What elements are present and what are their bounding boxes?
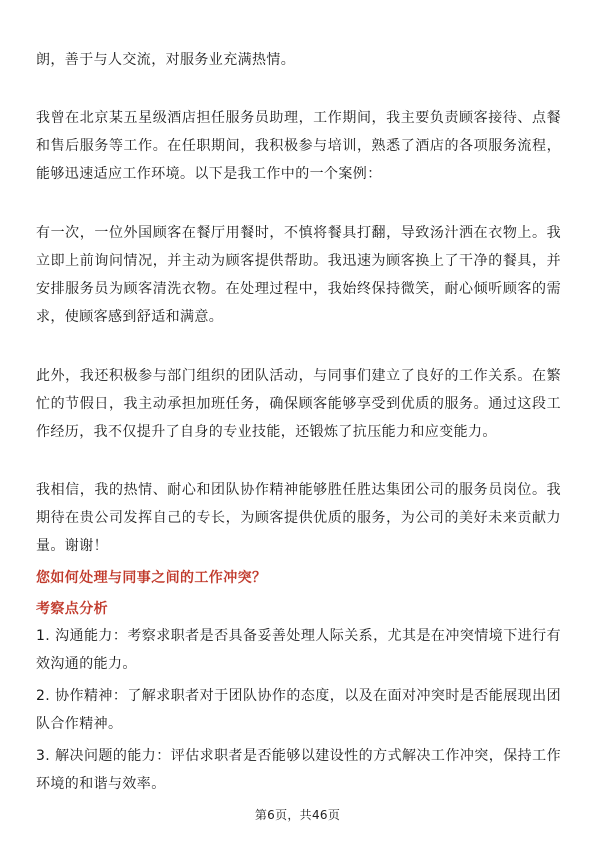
paragraph-team-activities: 此外，我还积极参与部门组织的团队活动，与同事们建立了良好的工作关系。在繁忙的节假日，我主动承担加班任务，确保顾客能够享受到优质的服务。通过这段工作经历，我不仅提升了自身的专业技能，还锻炼了抗压能力和应变能力。 [36,368,561,440]
analysis-item-problem-solving: 3. 解决问题的能力：评估求职者是否能够以建设性的方式解决工作冲突，保持工作环境的和谐与效率。 [36,748,561,792]
analysis-item-communication: 1. 沟通能力：考察求职者是否具备妥善处理人际关系，尤其是在冲突情境下进行有效沟通的能力。 [36,628,561,672]
analysis-item-teamwork: 2. 协作精神：了解求职者对于团队协作的态度，以及在面对冲突时是否能展现出团队合作精神。 [36,688,561,732]
interview-question: 您如何处理与同事之间的工作冲突？ [36,570,267,586]
analysis-list [36,622,561,802]
paragraph-work-experience: 我曾在北京某五星级酒店担任服务员助理，工作期间，我主要负责顾客接待、点餐和售后服务等工作。在任职期间，我积极参与培训，熟悉了酒店的各项服务流程，能够迅速适应工作环境。以下是我工作中的一个案例： [36,110,561,182]
analysis-section-title: 考察点分析 [36,601,108,617]
paragraph-intro-continuation: 朗，善于与人交流，对服务业充满热情。 [36,52,296,68]
paragraph-case-example: 有一次，一位外国顾客在餐厅用餐时，不慎将餐具打翻，导致汤汁洒在衣物上。我立即上前询问情况，并主动为顾客提供帮助。我迅速为顾客换上了干净的餐具，并安排服务员为顾客清洗衣物。在处理过程中，我始终保持微笑，耐心倾听顾客的需求，使顾客感到舒适和满意。 [36,225,561,325]
page-footer-number: 第6页，共46页 [254,808,341,822]
paragraph-closing: 我相信，我的热情、耐心和团队协作精神能够胜任胜达集团公司的服务员岗位。我期待在贵公司发挥自己的专长，为顾客提供优质的服务，为公司的美好未来贡献力量。谢谢！ [36,482,561,554]
